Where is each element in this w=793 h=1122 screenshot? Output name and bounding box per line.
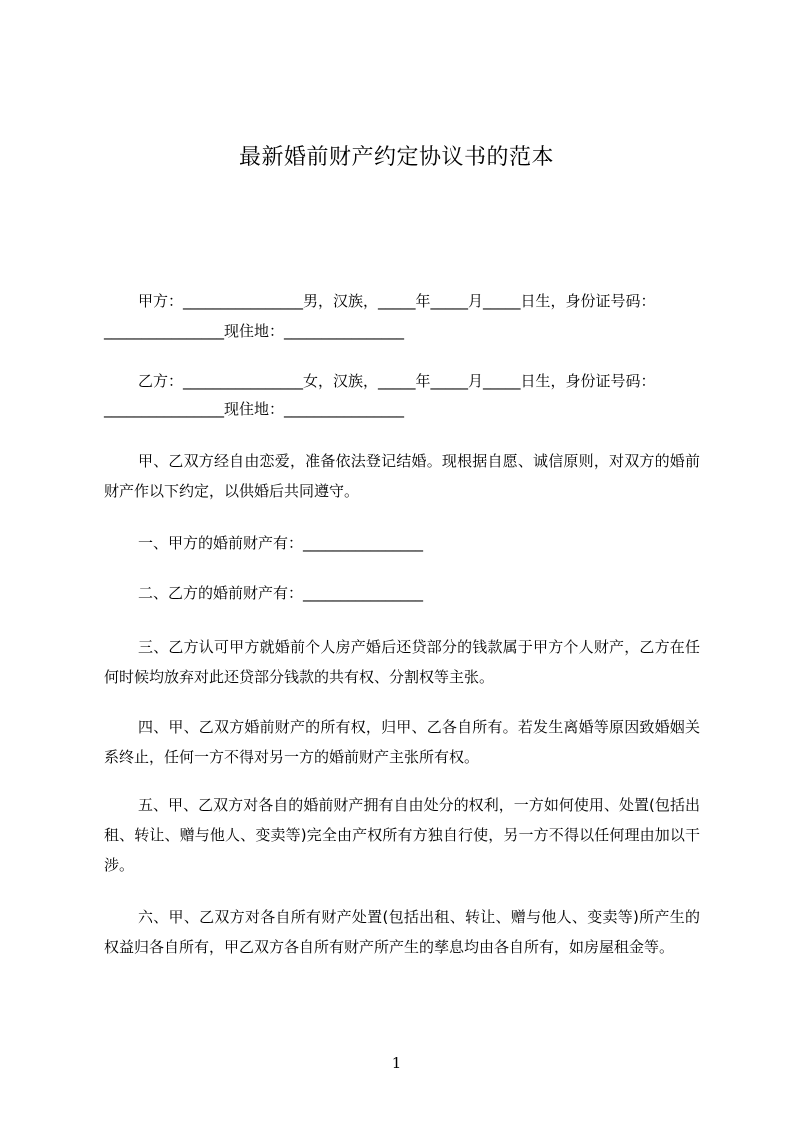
document-title: 最新婚前财产约定协议书的范本 [238,145,554,170]
intro-paragraph: 甲、乙双方经自由恋爱，准备依法登记结婚。现根据自愿、诚信原则，对双方的婚前财产作以下约定，以供婚后共同遵守。 [104,452,700,500]
clause-6: 六、甲、乙双方对各自所有财产处置(包括出租、转让、赠与他人、变卖等)所产生的权益归各自所有，甲乙双方各自所有财产所产生的孳息均由各自所有，如房屋租金等。 [104,908,700,956]
party-b-line-2: ________________现住地：________________ [104,400,405,418]
page-number: 1 [391,1054,402,1072]
clause-4: 四、甲、乙双方婚前财产的所有权，归甲、乙各自所有。若发生离婚等原因致婚姻关系终止，任何一方不得对另一方的婚前财产主张所有权。 [104,718,700,766]
clause-5: 五、甲、乙双方对各自的婚前财产拥有自由处分的权利，一方如何使用、处置(包括出租、转让、赠与他人、变卖等)完全由产权所有方独自行使，另一方不得以任何理由加以干涉。 [104,796,700,874]
clause-2: 二、乙方的婚前财产有：________________ [138,584,424,602]
party-a-line-1: 甲方：________________男，汉族，_____年_____月_____日生，身份证号码： [138,292,656,310]
clause-3: 三、乙方认可甲方就婚前个人房产婚后还贷部分的钱款属于甲方个人财产，乙方在任何时候均放弃对此还贷部分钱款的共有权、分割权等主张。 [104,638,700,686]
party-b-line-1: 乙方：________________女，汉族，_____年_____月_____日生，身份证号码： [138,372,656,390]
clause-1: 一、甲方的婚前财产有：________________ [138,534,424,552]
party-a-line-2: ________________现住地：________________ [104,322,405,340]
